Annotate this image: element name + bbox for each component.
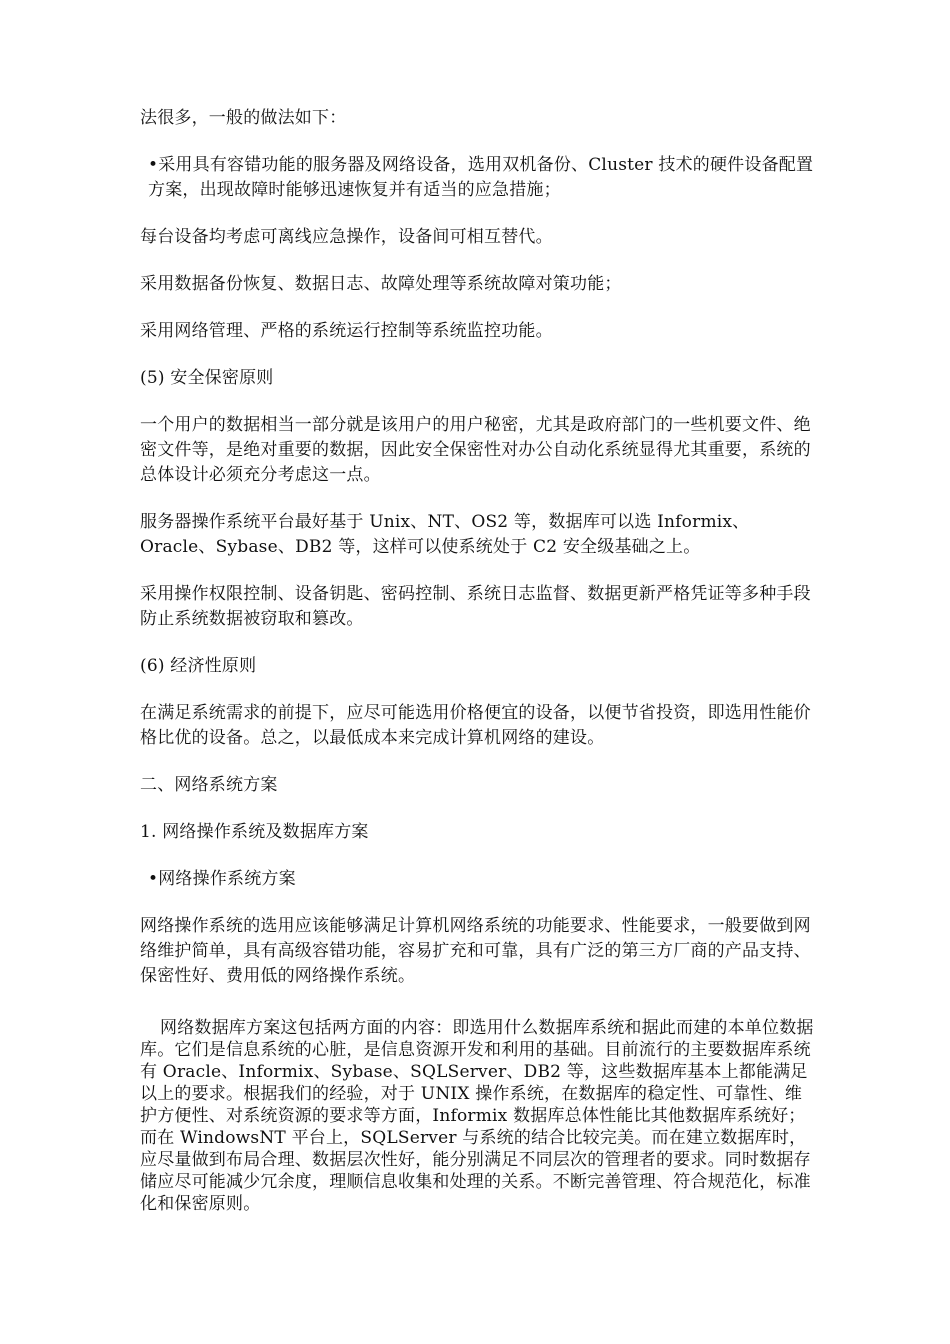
paragraph-user-secrets: 一个用户的数据相当一部分就是该用户的用户秘密，尤其是政府部门的一些机要文件、绝密文件等，是绝对重要的数据，因此安全保密性对办公自动化系统显得尤其重要，系统的总体设计必须充分考虑这一点。 bbox=[140, 415, 811, 485]
paragraph-intro: 法很多，一般的做法如下： bbox=[140, 108, 347, 128]
heading-network-system-plan: 二、网络系统方案 bbox=[140, 775, 278, 795]
document-page bbox=[140, 106, 816, 1237]
heading-nos-and-database: 1. 网络操作系统及数据库方案 bbox=[140, 822, 369, 842]
paragraph-nos-selection: 网络操作系统的选用应该能够满足计算机网络系统的功能要求、性能要求，一般要做到网络维护简单，具有高级容错功能，容易扩充和可靠，具有广泛的第三方厂商的产品支持、保密性好、费用低的网络操作系统。 bbox=[140, 916, 811, 986]
paragraph-database-plan: 网络数据库方案这包括两方面的内容：即选用什么数据库系统和据此而建的本单位数据库。它们是信息系统的心脏，是信息资源开发和利用的基础。目前流行的主要数据库系统有 Oracle、Informix、Sybase、SQLServer、DB2 等，这些数据库基本上都能满足以上的要求。根据我们的经验，对于 UNIX 操作系统，在数据库的稳定性、可靠性、维护方便性、对系统资源的要求等方面，Informix 数据库总体性能比其他数据库系统好；而在 WindowsNT 平台上，SQLServer 与系统的结合比较完美。而在建立数据库时，应尽量做到布局合理、数据层次性好，能分别满足不同层次的管理者的要求。同时数据存储应尽可能减少冗余度，理顺信息收集和处理的关系。不断完善管理、符合规范化，标准化和保密原则。 bbox=[140, 1018, 814, 1214]
paragraph-data-backup: 采用数据备份恢复、数据日志、故障处理等系统故障对策功能； bbox=[140, 274, 622, 294]
paragraph-network-management: 采用网络管理、严格的系统运行控制等系统监控功能。 bbox=[140, 321, 553, 341]
paragraph-fault-tolerance-bullet: •采用具有容错功能的服务器及网络设备，选用双机备份、Cluster 技术的硬件设备配置方案，出现故障时能够迅速恢复并有适当的应急措施； bbox=[148, 155, 814, 200]
heading-nos-plan-bullet: •网络操作系统方案 bbox=[148, 869, 296, 889]
paragraph-cost: 在满足系统需求的前提下，应尽可能选用价格便宜的设备，以便节省投资，即选用性能价格比优的设备。总之，以最低成本来完成计算机网络的建设。 bbox=[140, 703, 811, 748]
heading-security-principle: (5) 安全保密原则 bbox=[140, 368, 274, 388]
paragraph-os-platform: 服务器操作系统平台最好基于 Unix、NT、OS2 等，数据库可以选 Informix、Oracle、Sybase、DB2 等，这样可以使系统处于 C2 安全级基础之上。 bbox=[140, 512, 750, 557]
paragraph-offline-emergency: 每台设备均考虑可离线应急操作，设备间可相互替代。 bbox=[140, 227, 553, 247]
heading-economy-principle: (6) 经济性原则 bbox=[140, 656, 257, 676]
paragraph-access-control: 采用操作权限控制、设备钥匙、密码控制、系统日志监督、数据更新严格凭证等多种手段防止系统数据被窃取和篡改。 bbox=[140, 584, 811, 629]
